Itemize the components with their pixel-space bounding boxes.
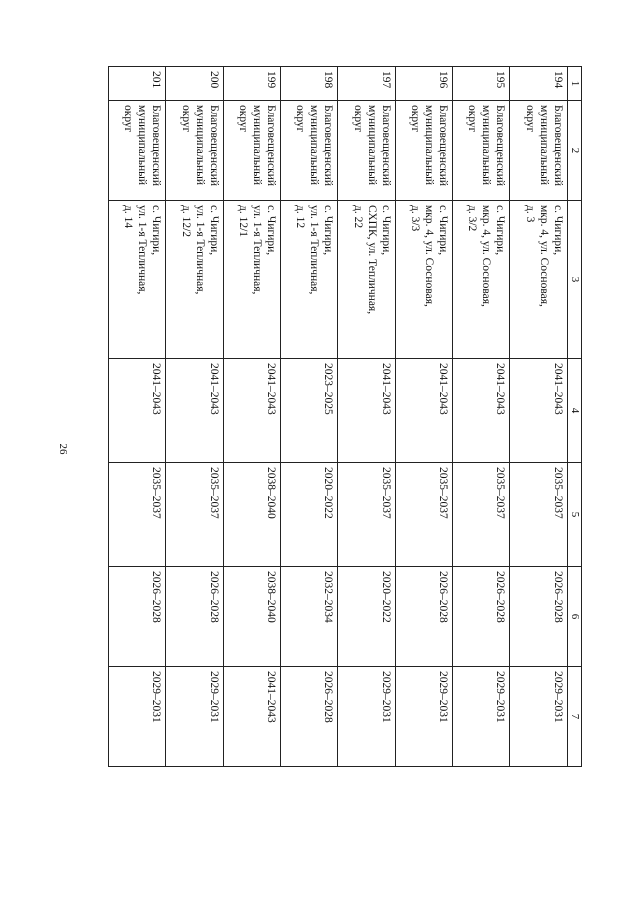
schedule-table: [108, 66, 582, 767]
cell-col-period-5: 2035–2037: [338, 463, 395, 567]
cell-col-period-5: 2035–2037: [510, 463, 567, 567]
table-row: [452, 67, 509, 767]
cell-col-number: 197: [338, 67, 395, 101]
cell-col-period-6: 2026–2028: [395, 567, 452, 667]
cell-col-district: Благовещенский муниципальный округ: [281, 101, 338, 201]
cell-col-period-5: 2035–2037: [395, 463, 452, 567]
cell-col-address: с. Чигири, мкр. 4, ул. Сосновая, д. 3/3: [395, 201, 452, 359]
table-row: [281, 67, 338, 767]
cell-col-period-4: 2041–2043: [109, 359, 166, 463]
cell-col-address: с. Чигири, мкр. 4, ул. Сосновая, д. 3/2: [452, 201, 509, 359]
cell-col-number: 200: [166, 67, 223, 101]
cell-col-address: с. Чигири, ул. 1-я Тепличная, д. 12/1: [223, 201, 280, 359]
cell-col-period-7: 2029–2031: [395, 667, 452, 767]
cell-col-district: Благовещенский муниципальный округ: [510, 101, 567, 201]
cell-col-number: 195: [452, 67, 509, 101]
cell-col-period-5: 2038–2040: [223, 463, 280, 567]
table-row: [338, 67, 395, 767]
cell-col-address: с. Чигири, ул. 1-я Тепличная, д. 12: [281, 201, 338, 359]
cell-col-period-4: 2041–2043: [166, 359, 223, 463]
cell-col-address: с. Чигири, мкр. 4, ул. Сосновая, д. 3: [510, 201, 567, 359]
table-body: [109, 67, 568, 767]
cell-col-period-4: 2041–2043: [452, 359, 509, 463]
cell-col-address: с. Чигири, СХПК, ул. Тепличная, д. 22: [338, 201, 395, 359]
table-header: [567, 67, 581, 767]
cell-col-period-4: 2041–2043: [223, 359, 280, 463]
table-row: [109, 67, 166, 767]
cell-col-period-7: 2041–2043: [223, 667, 280, 767]
cell-col-period-7: 2029–2031: [452, 667, 509, 767]
table-row: [223, 67, 280, 767]
cell-col-district: Благовещенский муниципальный округ: [223, 101, 280, 201]
table-row: [510, 67, 567, 767]
cell-col-period-6: 2026–2028: [510, 567, 567, 667]
table-row: [166, 67, 223, 767]
cell-col-period-4: 2041–2043: [395, 359, 452, 463]
cell-col-period-6: 2026–2028: [166, 567, 223, 667]
cell-col-period-5: 2035–2037: [452, 463, 509, 567]
header-cell-col-period-5: 5: [567, 463, 581, 567]
header-cell-col-period-7: 7: [567, 667, 581, 767]
cell-col-district: Благовещенский муниципальный округ: [338, 101, 395, 201]
cell-col-period-6: 2032–2034: [281, 567, 338, 667]
cell-col-period-5: 2020–2022: [281, 463, 338, 567]
cell-col-period-6: 2020–2022: [338, 567, 395, 667]
cell-col-period-7: 2029–2031: [166, 667, 223, 767]
header-cell-col-number: 1: [567, 67, 581, 101]
header-cell-col-period-6: 6: [567, 567, 581, 667]
cell-col-number: 199: [223, 67, 280, 101]
rotated-table-frame: [108, 66, 582, 766]
cell-col-number: 194: [510, 67, 567, 101]
table-row: [395, 67, 452, 767]
cell-col-address: с. Чигири, ул. 1-я Тепличная, д. 12/2: [166, 201, 223, 359]
cell-col-period-5: 2035–2037: [109, 463, 166, 567]
cell-col-period-4: 2041–2043: [510, 359, 567, 463]
cell-col-period-6: 2038–2040: [223, 567, 280, 667]
cell-col-period-6: 2026–2028: [452, 567, 509, 667]
cell-col-number: 196: [395, 67, 452, 101]
cell-col-district: Благовещенский муниципальный округ: [109, 101, 166, 201]
cell-col-period-5: 2035–2037: [166, 463, 223, 567]
page-number: 26: [57, 443, 69, 455]
cell-col-period-4: 2023–2025: [281, 359, 338, 463]
cell-col-period-7: 2029–2031: [338, 667, 395, 767]
cell-col-number: 201: [109, 67, 166, 101]
cell-col-period-7: 2026–2028: [281, 667, 338, 767]
cell-col-number: 198: [281, 67, 338, 101]
cell-col-period-6: 2026–2028: [109, 567, 166, 667]
header-row: [567, 67, 581, 767]
cell-col-district: Благовещенский муниципальный округ: [395, 101, 452, 201]
cell-col-district: Благовещенский муниципальный округ: [166, 101, 223, 201]
header-cell-col-address: 3: [567, 201, 581, 359]
schedule-table-container: [108, 66, 582, 766]
cell-col-period-7: 2029–2031: [510, 667, 567, 767]
header-cell-col-period-4: 4: [567, 359, 581, 463]
header-cell-col-district: 2: [567, 101, 581, 201]
cell-col-district: Благовещенский муниципальный округ: [452, 101, 509, 201]
cell-col-period-7: 2029–2031: [109, 667, 166, 767]
cell-col-period-4: 2041–2043: [338, 359, 395, 463]
cell-col-address: с. Чигири, ул. 1-я Тепличная, д. 14: [109, 201, 166, 359]
